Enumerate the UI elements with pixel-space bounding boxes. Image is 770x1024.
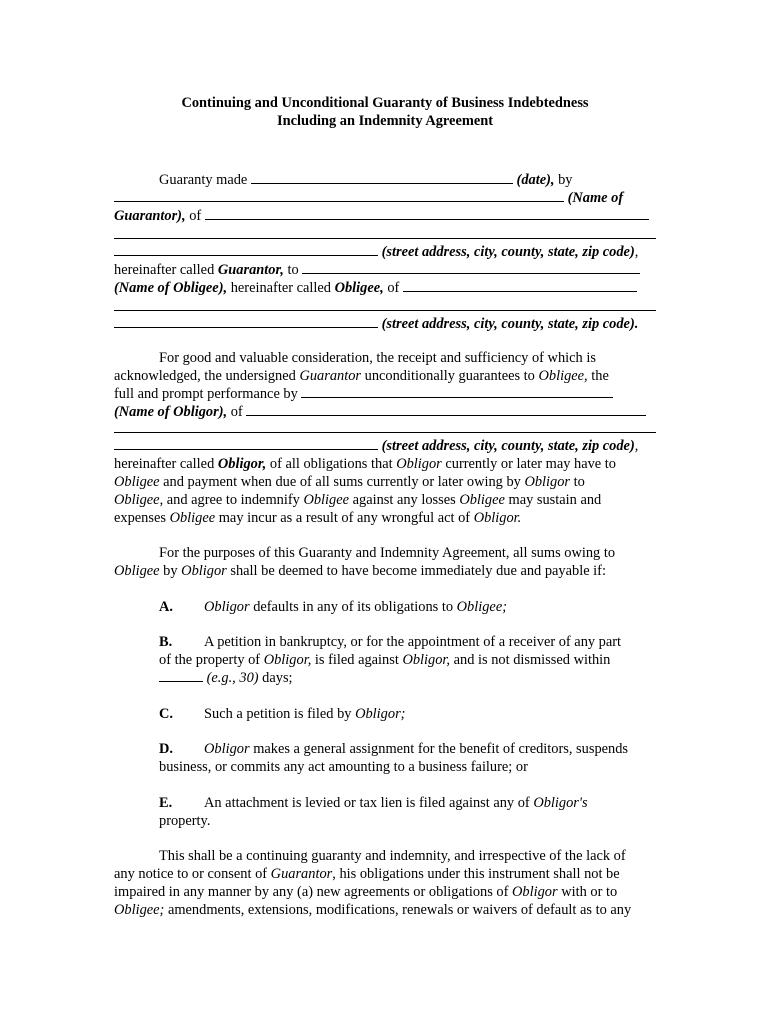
obligee-term: Obligee	[114, 474, 160, 490]
text: acknowledged, the undersigned	[114, 368, 296, 384]
obligee-term: Obligee;	[456, 599, 508, 615]
obligor-name-blank[interactable]	[301, 385, 613, 398]
name-of-obligor-label: (Name of Obligor),	[114, 404, 228, 420]
obligor-term: Obligor	[204, 599, 250, 615]
comma: ,	[634, 438, 639, 454]
guarantor-address-blank-1[interactable]	[205, 207, 649, 220]
text: may incur as a result of any wrongful act of	[218, 510, 471, 526]
date-label: (date),	[516, 172, 555, 188]
para1-line-1: For good and valuable consideration, the receipt and sufficiency of which is	[159, 350, 596, 366]
by-text: by	[558, 172, 573, 188]
guarantor-term: Guarantor	[270, 866, 333, 882]
obligor-address-blank-3[interactable]	[114, 437, 378, 450]
guarantor-address-label: (street address, city, county, state, zip code)	[381, 244, 635, 260]
text: Such a petition is filed by	[204, 706, 352, 722]
text: is filed against	[314, 652, 399, 668]
obligee-name-blank[interactable]	[302, 261, 640, 274]
obligee-term: Obligee	[303, 492, 349, 508]
obligor-term: Obligor,	[263, 652, 312, 668]
to-text: to	[287, 262, 299, 278]
obligee-address-line	[114, 315, 638, 333]
para1-line-8	[114, 491, 601, 509]
item-b-line-1: A petition in bankruptcy, or for the appointment of a receiver of any part	[204, 634, 622, 650]
text: of	[230, 404, 243, 420]
obligor-address-blank-2[interactable]	[114, 432, 656, 433]
text: amendments, extensions, modifications, renewals or waivers of default as to any	[167, 902, 632, 918]
para3-line-2	[114, 865, 620, 883]
text: expenses	[114, 510, 166, 526]
obligor-term: Obligor;	[355, 706, 406, 722]
text: , his obligations under this instrument shall not be	[332, 866, 620, 882]
para3-line-1: This shall be a continuing guaranty and indemnity, and irrespective of the lack of	[159, 848, 626, 864]
text: and is not dismissed within	[453, 652, 611, 668]
date-blank[interactable]	[251, 171, 513, 184]
name-of-obligee-label: (Name of Obligee),	[114, 280, 228, 296]
item-b-line-3	[159, 669, 293, 687]
item-d-line-1	[204, 740, 628, 758]
para1-line-4	[114, 403, 646, 421]
guaranty-made-text: Guaranty made	[159, 172, 248, 188]
guarantor-term: Guarantor	[299, 368, 362, 384]
obligee-term: Obligee,	[538, 368, 588, 384]
guarantor-name-blank[interactable]	[114, 189, 564, 202]
obligor-term: Obligor	[181, 563, 227, 579]
obligee-address-blank-3[interactable]	[114, 315, 378, 328]
obligor-address-label: (street address, city, county, state, zip code)	[381, 438, 635, 454]
guarantor-of-line	[114, 207, 649, 225]
obligor-address-line	[114, 437, 638, 455]
hereinafter-guarantor-line	[114, 261, 640, 279]
obligor-term: Obligor,	[402, 652, 451, 668]
obligee-term: Obligee	[114, 563, 160, 579]
text: may sustain and	[508, 492, 602, 508]
name-of-guarantor-label-b: Guarantor),	[114, 208, 186, 224]
guarantor-address-line	[114, 243, 638, 261]
name-of-guarantor-label-a: (Name of	[567, 190, 624, 206]
obligor-term: Obligor.	[473, 510, 522, 526]
obligee-term: Obligee	[114, 492, 160, 508]
item-b-label: B.	[159, 634, 173, 650]
text: shall be deemed to have become immediately due and payable if:	[230, 563, 606, 579]
item-d-line-2: business, or commits any act amounting to a business failure; or	[159, 759, 528, 775]
text: with or to	[561, 884, 618, 900]
text: of all obligations that	[269, 456, 393, 472]
para1-line-6	[114, 455, 616, 473]
item-e-label: E.	[159, 795, 173, 811]
item-d-label: D.	[159, 741, 173, 757]
obligee-line	[114, 279, 637, 297]
item-b-line-2	[159, 651, 610, 669]
text: and payment when due of all sums currently or later owing by	[163, 474, 521, 490]
obligor-term: Obligor	[396, 456, 442, 472]
obligor-term: Obligor's	[533, 795, 588, 811]
guarantor-word: Guarantor,	[217, 262, 284, 278]
item-a-label: A.	[159, 599, 173, 615]
text: currently or later may have to	[445, 456, 616, 472]
para1-line-7	[114, 473, 585, 491]
text: hereinafter called	[114, 456, 215, 472]
text: makes a general assignment for the benefit of creditors, suspends	[253, 741, 629, 757]
item-c-text	[204, 705, 405, 723]
para3-line-4	[114, 901, 631, 919]
obligee-address-label: (street address, city, county, state, zip code).	[381, 316, 639, 332]
text: unconditionally guarantees to	[364, 368, 535, 384]
obligor-term: Obligor	[204, 741, 250, 757]
para3-line-3	[114, 883, 617, 901]
text: impaired in any manner by any (a) new agreements or obligations of	[114, 884, 509, 900]
obligee-term: Obligee	[169, 510, 216, 526]
para1-line-9	[114, 509, 521, 527]
para1-line-3	[114, 385, 613, 403]
item-e-line-2: property.	[159, 813, 211, 829]
obligor-term: Obligor	[524, 474, 571, 490]
comma: ,	[634, 244, 639, 260]
obligee-address-blank-2[interactable]	[114, 310, 656, 311]
obligee-term: Obligee;	[114, 902, 165, 918]
text: defaults in any of its obligations to	[253, 599, 454, 615]
obligee-term: Obligee	[459, 492, 505, 508]
guaranty-made-line	[159, 171, 573, 189]
text: the	[591, 368, 609, 384]
obligee-word: Obligee,	[334, 280, 384, 296]
text: full and prompt performance by	[114, 386, 298, 402]
text: any notice to or consent of	[114, 866, 268, 882]
of-text-2: of	[387, 280, 400, 296]
guarantor-name-line	[114, 189, 623, 207]
text: , and agree to indemnify	[159, 492, 300, 508]
para2-line-2	[114, 562, 606, 580]
obligor-word: Obligor,	[217, 456, 267, 472]
document-title-line-2: Including an Indemnity Agreement	[276, 113, 494, 129]
para2-line-1: For the purposes of this Guaranty and Indemnity Agreement, all sums owing to	[159, 545, 616, 561]
text: days;	[262, 670, 293, 686]
text: to	[573, 474, 585, 490]
guarantor-address-blank-3[interactable]	[114, 243, 378, 256]
hereinafter-called-text-2: hereinafter called	[230, 280, 331, 296]
example-days: (e.g., 30)	[206, 670, 259, 686]
text: against any losses	[352, 492, 456, 508]
item-a-text	[204, 598, 507, 616]
of-text: of	[189, 208, 202, 224]
text: by	[163, 563, 178, 579]
para1-line-2	[114, 367, 609, 385]
guarantor-address-blank-2[interactable]	[114, 238, 656, 239]
text: An attachment is levied or tax lien is filed against any of	[204, 795, 530, 811]
document-title-line-1: Continuing and Unconditional Guaranty of Business Indebtedness	[181, 95, 589, 111]
obligor-address-blank-1[interactable]	[246, 403, 646, 416]
obligee-address-blank-1[interactable]	[403, 279, 637, 292]
text: of the property of	[159, 652, 261, 668]
item-c-label: C.	[159, 706, 173, 722]
item-e-line-1	[204, 794, 588, 812]
days-blank[interactable]	[159, 669, 203, 682]
obligor-term: Obligor	[512, 884, 558, 900]
hereinafter-called-text: hereinafter called	[114, 262, 215, 278]
